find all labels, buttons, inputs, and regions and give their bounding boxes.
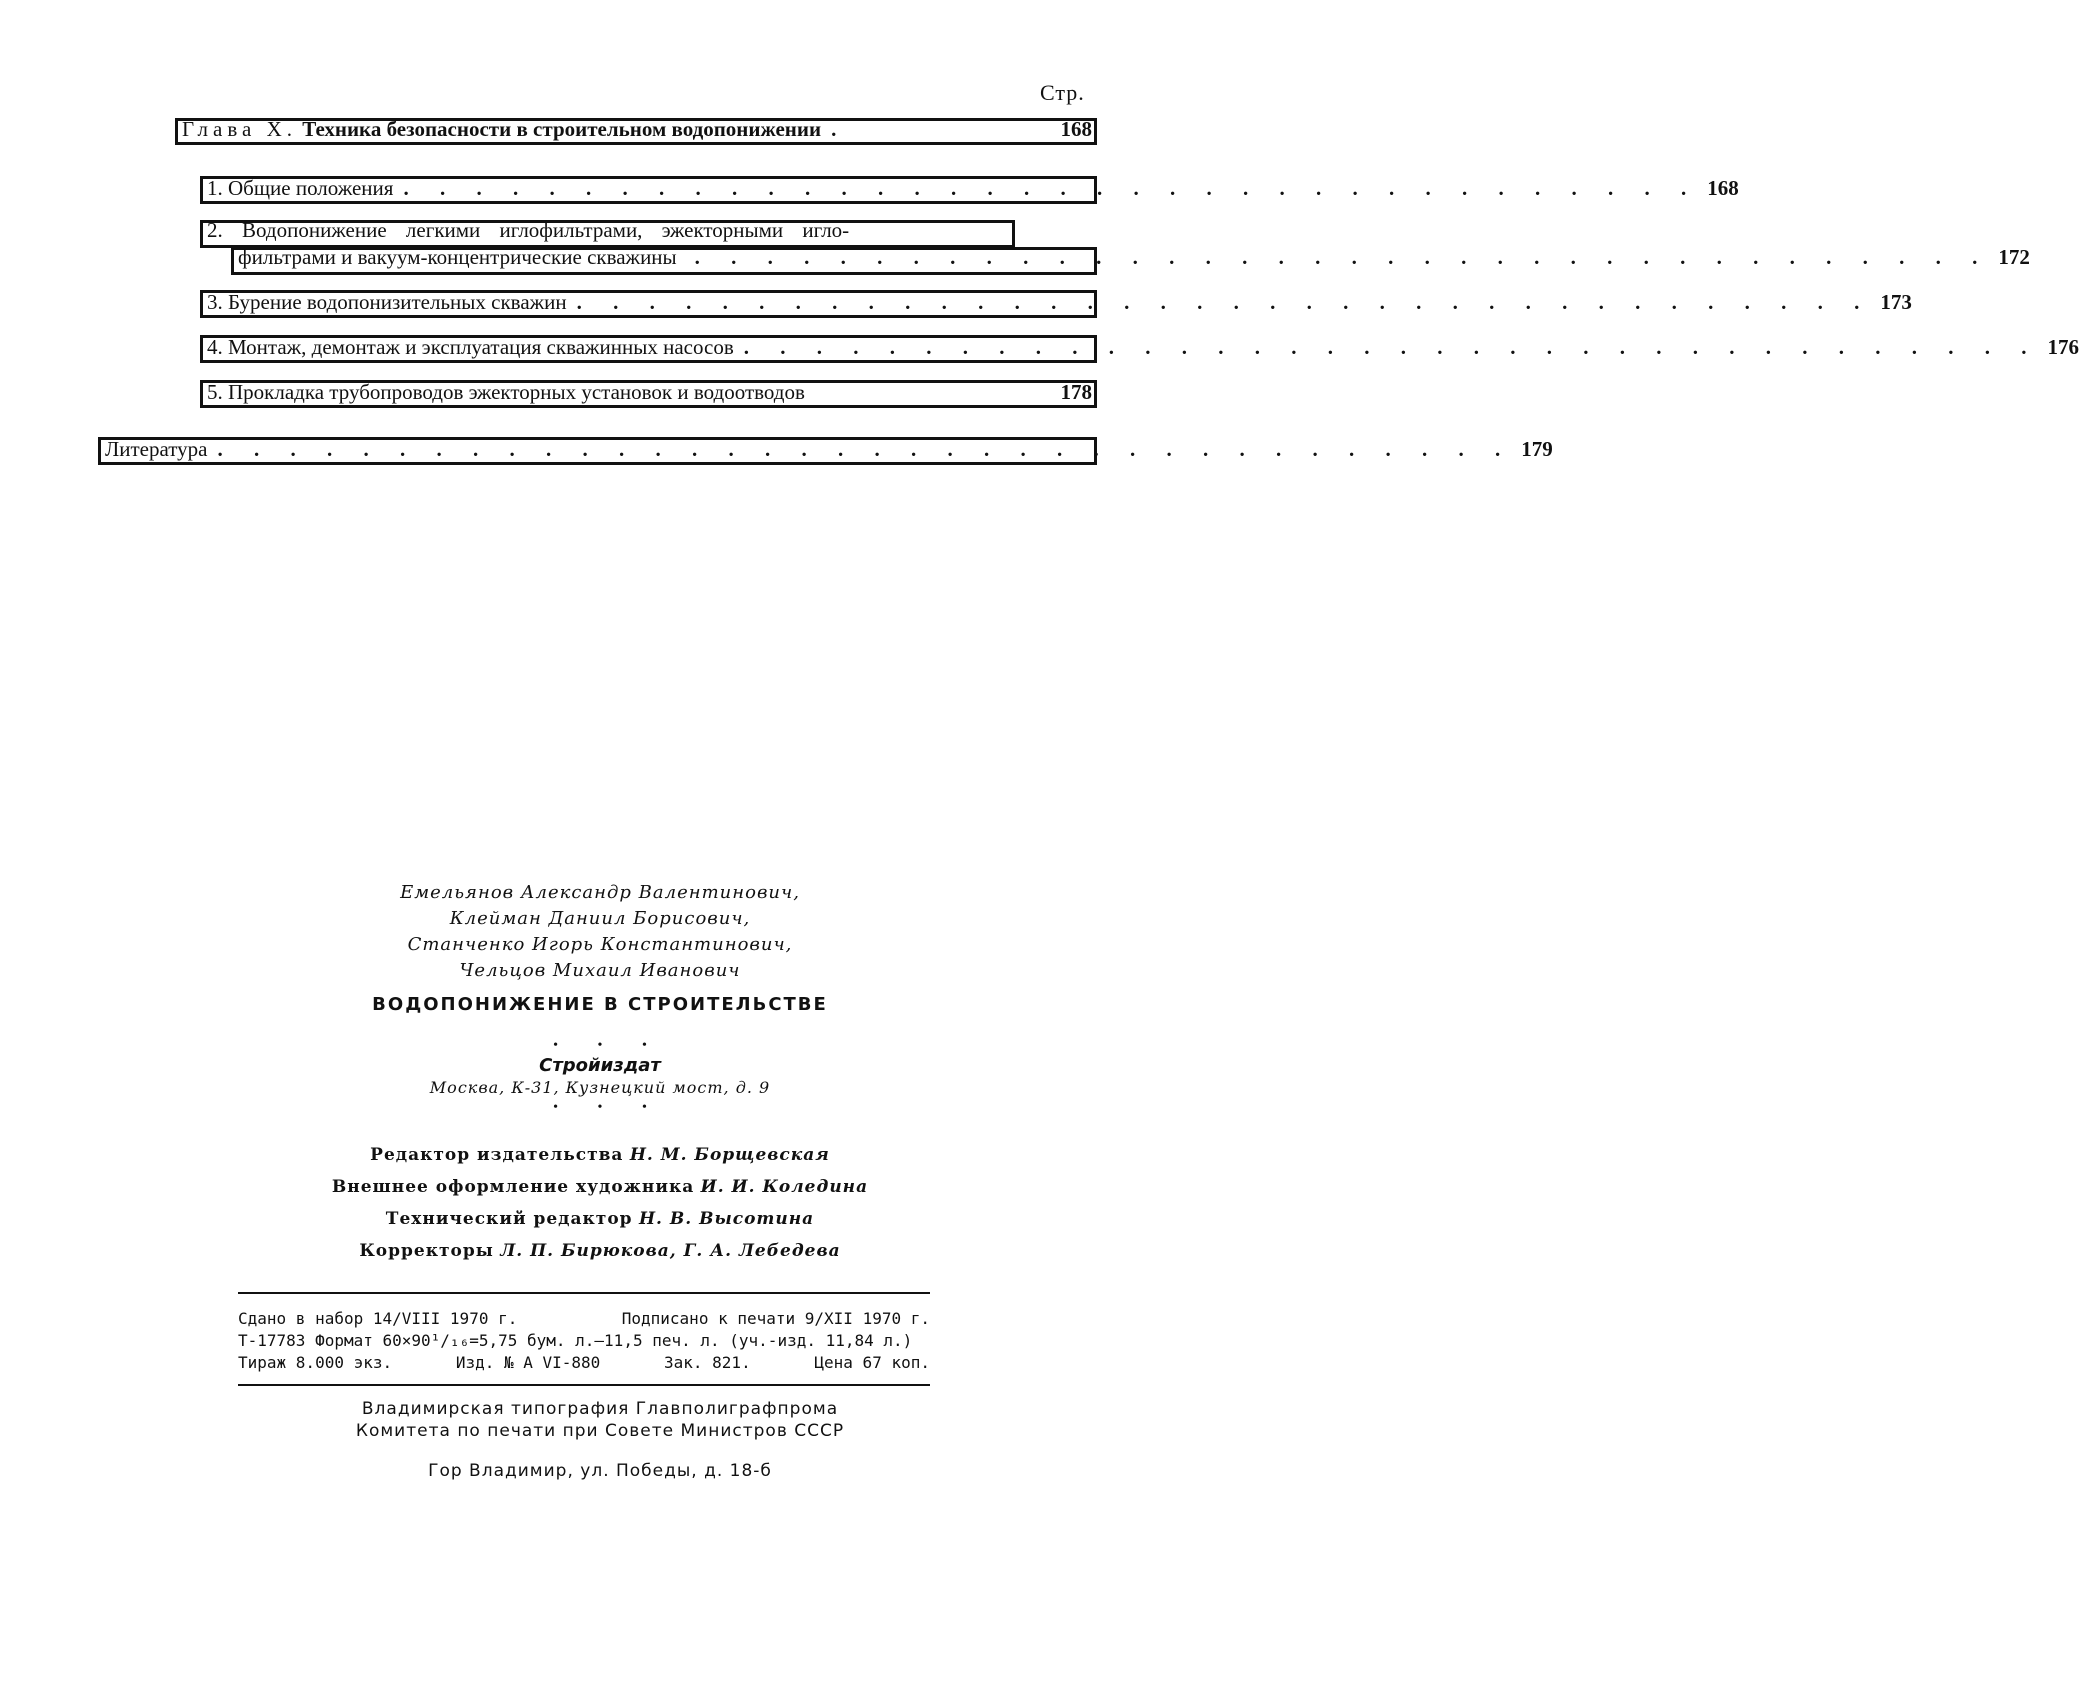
print-line-3 bbox=[238, 1352, 930, 1374]
toc-item-5-page: 178 bbox=[1060, 380, 1092, 404]
edition-number: Изд. № A VI-880 bbox=[455, 1353, 601, 1372]
toc-item-3[interactable] bbox=[200, 290, 1912, 318]
format-info: Т-17783 Формат 60×90¹/₁₆=5,75 бум. л.—11,5 печ. л. (уч.-изд. 11,84 л.) bbox=[238, 1331, 913, 1350]
toc-dot-leader: . . . . . . . . . . . . . . . . . . . . . . . . . . . . . . . . . . . . bbox=[576, 290, 1873, 314]
toc-literature-title: Литература bbox=[105, 437, 208, 461]
toc-chapter-title-wrap bbox=[178, 119, 821, 142]
credit-role: Внешнее оформление художника bbox=[331, 1177, 695, 1197]
toc-dot-leader: . . . . . . . . . . . . . . . . . . . . . . . . . . . . . . . . . . . . bbox=[403, 176, 1700, 200]
colophon bbox=[0, 880, 1200, 1267]
signed-date: Подписано к печати 9/XII 1970 г. bbox=[621, 1309, 930, 1328]
publisher-address: Москва, К-31, Кузнецкий мост, д. 9 bbox=[429, 1078, 771, 1097]
book-title: ВОДОПОНИЖЕНИЕ В СТРОИТЕЛЬСТВЕ bbox=[372, 994, 828, 1015]
toc-item-2-page: 172 bbox=[1998, 245, 2030, 269]
toc-dot-leader: . . . . . . . . . . . . . . . . . . . . . . . . . . . . . . . . . . . . bbox=[217, 437, 1514, 461]
toc-dot-leader: . . . . . . . . . . . . . . . . . . . . . . . . . . . . . . . . . . . . bbox=[694, 245, 1991, 269]
toc-item-4-page: 176 bbox=[2047, 335, 2080, 359]
credit-line bbox=[0, 1235, 1200, 1267]
credit-name: Л. П. Бирюкова, Г. А. Лебедева bbox=[500, 1241, 841, 1261]
toc-item-5-title: 5. Прокладка трубопроводов эжекторных установок и водоотводов bbox=[207, 380, 805, 404]
toc-chapter-page: 168 bbox=[1060, 117, 1092, 141]
toc-chapter-title: Техника безопасности в строительном водопонижении bbox=[302, 117, 822, 141]
toc-item-2-line2 bbox=[231, 245, 2030, 275]
author-name: Емельянов Александр Валентинович, bbox=[400, 882, 800, 903]
authors-list bbox=[0, 880, 1200, 984]
credit-line bbox=[0, 1171, 1200, 1203]
author-name: Станченко Игорь Константинович, bbox=[407, 934, 793, 955]
toc-item-1[interactable] bbox=[200, 176, 1739, 204]
stars-divider: • • • bbox=[553, 1038, 665, 1053]
toc-item-2-title-line1: 2. Водопонижение легкими иглофильтрами, эжекторными игло- bbox=[200, 220, 1015, 248]
credit-role: Корректоры bbox=[359, 1241, 494, 1261]
publisher-name: Стройиздат bbox=[539, 1055, 661, 1076]
toc-chapter[interactable] bbox=[175, 118, 1097, 145]
credits bbox=[0, 1139, 1200, 1267]
stars-divider: • • • bbox=[553, 1100, 665, 1115]
toc-item-3-title: 3. Бурение водопонизительных скважин bbox=[207, 290, 567, 314]
toc-item-3-page: 173 bbox=[1880, 290, 1912, 314]
toc-chapter-prefix: Глава X. bbox=[182, 117, 297, 141]
rule-bottom bbox=[238, 1384, 930, 1386]
print-lines bbox=[238, 1294, 930, 1384]
author-name: Чельцов Михаил Иванович bbox=[459, 960, 741, 981]
author-name: Клейман Даниил Борисович, bbox=[449, 908, 751, 929]
credit-name: Н. М. Борщевская bbox=[629, 1145, 830, 1165]
printer-line-2: Комитета по печати при Совете Министров СССР bbox=[355, 1421, 845, 1441]
order-number: Зак. 821. bbox=[664, 1353, 751, 1372]
toc-dot-leader: . . . . . . . . . . . . . . . . . . . . . . . . . . . . . . . . . . . . bbox=[743, 335, 2040, 359]
printer-line-1: Владимирская типография Главполиграфпрома bbox=[361, 1399, 839, 1419]
printer-address: Гор Владимир, ул. Победы, д. 18-б bbox=[428, 1461, 772, 1481]
typeset-date: Сдано в набор 14/VIII 1970 г. bbox=[238, 1309, 518, 1328]
toc-item-2-title-line2: фильтрами и вакуум-концентрические скважины bbox=[238, 245, 677, 269]
toc-item-1-title: 1. Общие положения bbox=[207, 176, 394, 200]
print-line-2 bbox=[238, 1330, 930, 1352]
toc-item-4-title: 4. Монтаж, демонтаж и эксплуатация скважинных насосов bbox=[207, 335, 734, 359]
credit-role: Технический редактор bbox=[385, 1209, 633, 1229]
credit-name: Н. В. Высотина bbox=[638, 1209, 815, 1229]
credit-role: Редактор издательства bbox=[370, 1145, 624, 1165]
toc-literature-page: 179 bbox=[1521, 437, 1553, 461]
print-line-1 bbox=[238, 1308, 930, 1330]
credit-line bbox=[0, 1139, 1200, 1171]
price: Цена 67 коп. bbox=[814, 1353, 930, 1372]
credit-name: И. И. Коледина bbox=[700, 1177, 869, 1197]
circulation: Тираж 8.000 экз. bbox=[238, 1353, 393, 1372]
credit-line bbox=[0, 1203, 1200, 1235]
toc-literature[interactable] bbox=[98, 437, 1553, 465]
print-info-block bbox=[238, 1292, 930, 1386]
toc-item-5[interactable] bbox=[200, 380, 1097, 408]
printer-info bbox=[0, 1398, 1200, 1482]
toc-item-1-page: 168 bbox=[1707, 176, 1739, 200]
toc-item-4[interactable] bbox=[200, 335, 2080, 363]
page-column-label: Стр. bbox=[1040, 80, 1085, 105]
toc-dot-leader: . bbox=[831, 117, 850, 141]
